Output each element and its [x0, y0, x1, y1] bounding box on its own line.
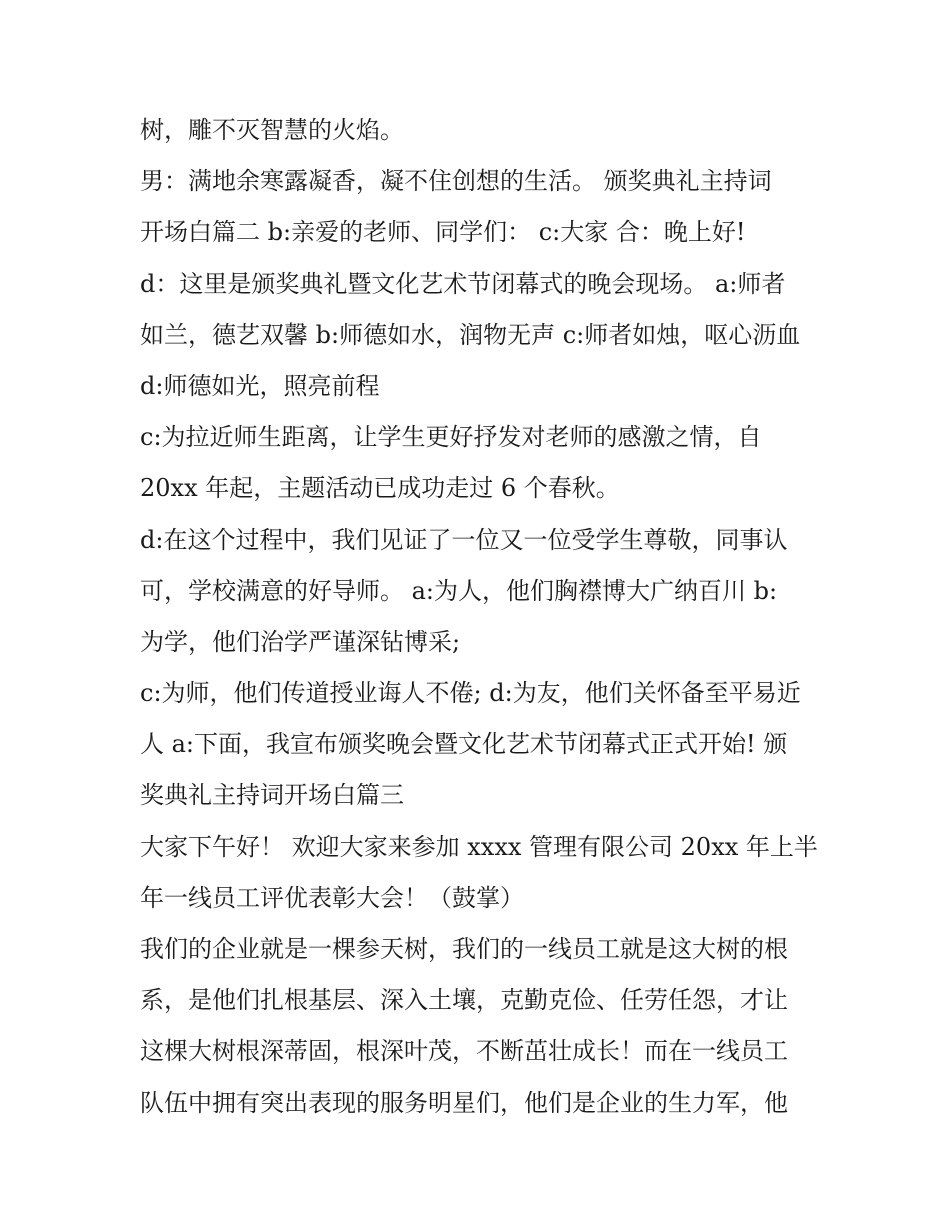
text-line: 人 a:下面，我宣布颁奖晚会暨文化艺术节闭幕式正式开始! 颁 — [140, 730, 788, 759]
text-line: c:为拉近师生距离，让学生更好抒发对老师的感激之情，自 — [140, 423, 762, 452]
text-line: 大家下午好！ 欢迎大家来参加 xxxx 管理有限公司 20xx 年上半 — [140, 832, 818, 861]
text-line: d:师德如光，照亮前程 — [140, 371, 380, 400]
text-line: 开场白篇二 b:亲爱的老师、同学们： c:大家 合：晚上好! — [140, 218, 746, 247]
text-line: 为学，他们治学严谨深钻博采; — [140, 627, 461, 656]
text-line: 我们的企业就是一棵参天树，我们的一线员工就是这大树的根 — [140, 935, 788, 963]
text-line: c:为师，他们传道授业诲人不倦; d:为友，他们关怀备至平易近 — [140, 679, 801, 708]
document-body — [140, 105, 818, 1129]
text-line: 男：满地余寒露凝香，凝不住创想的生活。 颁奖典礼主持词 — [140, 167, 772, 196]
text-line: 年一线员工评优表彰大会！（鼓掌） — [140, 883, 524, 912]
text-line: 系，是他们扎根基层、深入土壤，克勤克俭、任劳任怨，才让 — [140, 986, 788, 1015]
text-line: 可，学校满意的好导师。 a:为人，他们胸襟博大广纳百川 b: — [140, 576, 778, 605]
text-line: 这棵大树根深蒂固，根深叶茂，不断茁壮成长！而在一线员工 — [140, 1037, 788, 1066]
text-line: 树，雕不灭智慧的火焰。 — [140, 116, 404, 144]
text-line: 如兰，德艺双馨 b:师德如水，润物无声 c:师者如烛，呕心沥血 — [140, 320, 801, 349]
text-line: d:在这个过程中，我们见证了一位又一位受学生尊敬，同事认 — [140, 525, 788, 554]
text-line: 队伍中拥有突出表现的服务明星们，他们是企业的生力军，他 — [140, 1088, 788, 1117]
text-line: 20xx 年起，主题活动已成功走过 6 个春秋。 — [140, 474, 620, 503]
text-line: 奖典礼主持词开场白篇三 — [140, 781, 404, 810]
text-line: d：这里是颁奖典礼暨文化艺术节闭幕式的晚会现场。 a:师者 — [140, 269, 786, 298]
